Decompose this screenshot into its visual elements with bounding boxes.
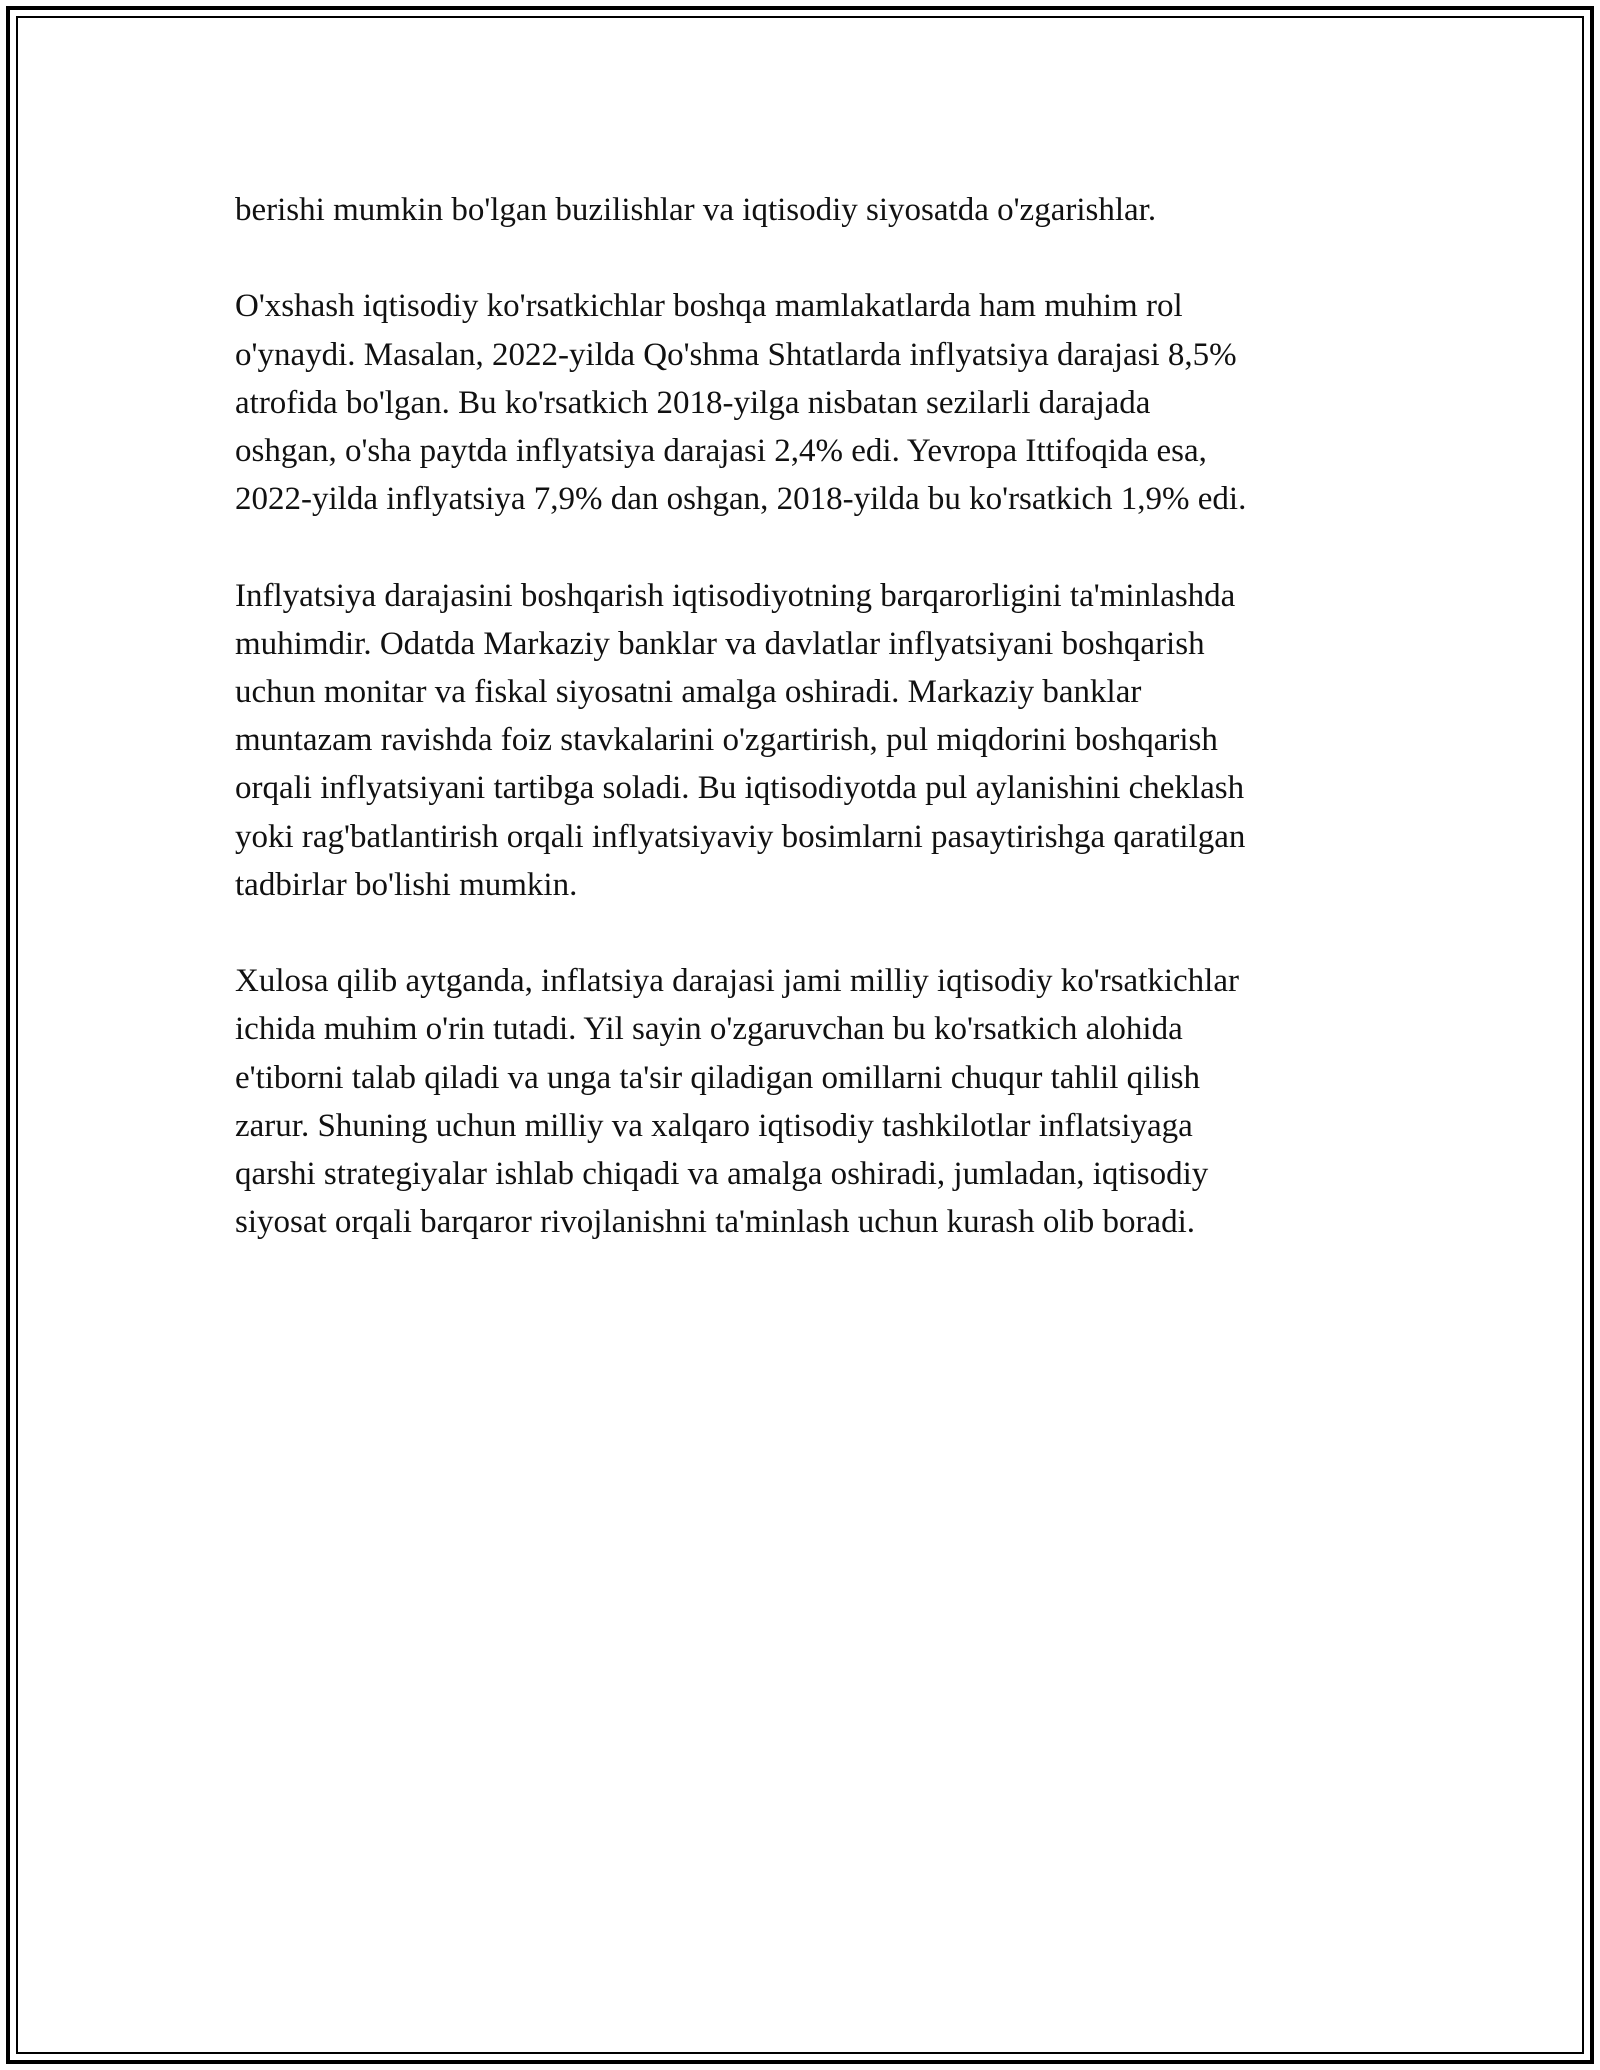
text-line: muntazam ravishda foiz stavkalarini o'zgartirish, pul miqdorini boshqarish bbox=[235, 722, 1218, 759]
paragraph-1 bbox=[235, 186, 1375, 234]
text-line: zarur. Shuning uchun milliy va xalqaro iqtisodiy tashkilotlar inflatsiyaga bbox=[235, 1107, 1193, 1144]
paragraph-4 bbox=[235, 957, 1375, 1246]
text-line: o'ynaydi. Masalan, 2022-yilda Qo'shma Shtatlarda inflyatsiya darajasi 8,5% bbox=[235, 336, 1237, 373]
text-line: yoki rag'batlantirish orqali inflyatsiyaviy bosimlarni pasaytirishga qaratilgan bbox=[235, 818, 1246, 855]
text-line: ichida muhim o'rin tutadi. Yil sayin o'zgaruvchan bu ko'rsatkich alohida bbox=[235, 1011, 1183, 1048]
text-line: muhimdir. Odatda Markaziy banklar va davlatlar inflyatsiyani boshqarish bbox=[235, 625, 1205, 662]
text-line: Xulosa qilib aytganda, inflatsiya darajasi jami milliy iqtisodiy ko'rsatkichlar bbox=[235, 963, 1239, 1000]
text-line: oshgan, o'sha paytda inflyatsiya darajasi 2,4% edi. Yevropa Ittifoqida esa, bbox=[235, 433, 1207, 469]
paragraph-3 bbox=[235, 572, 1375, 909]
text-line: atrofida bo'lgan. Bu ko'rsatkich 2018-yilga nisbatan sezilarli darajada bbox=[235, 384, 1151, 421]
text-line: qarshi strategiyalar ishlab chiqadi va amalga oshiradi, jumladan, iqtisodiy bbox=[235, 1156, 1209, 1193]
text-line: orqali inflyatsiyani tartibga soladi. Bu iqtisodiyotda pul aylanishini cheklash bbox=[235, 770, 1245, 807]
text-line: uchun monitar va fiskal siyosatni amalga oshiradi. Markaziy banklar bbox=[235, 674, 1142, 710]
paragraph-2 bbox=[235, 282, 1375, 523]
text-line: berishi mumkin bo'lgan buzilishlar va iqtisodiy siyosatda o'zgarishlar. bbox=[235, 192, 1157, 228]
text-line: tadbirlar bo'lishi mumkin. bbox=[235, 866, 578, 903]
text-line: siyosat orqali barqaror rivojlanishni ta'minlash uchun kurash olib boradi. bbox=[235, 1204, 1195, 1241]
text-line: Inflyatsiya darajasini boshqarish iqtisodiyotning barqarorligini ta'minlashda bbox=[235, 577, 1236, 614]
text-line: O'xshash iqtisodiy ko'rsatkichlar boshqa mamlakatlarda ham muhim rol bbox=[235, 288, 1183, 325]
text-line: 2022-yilda inflyatsiya 7,9% dan oshgan, 2018-yilda bu ko'rsatkich 1,9% edi. bbox=[235, 481, 1247, 518]
text-line: e'tiborni talab qiladi va unga ta'sir qiladigan omillarni chuqur tahlil qilish bbox=[235, 1059, 1201, 1096]
document-body bbox=[235, 186, 1375, 1295]
